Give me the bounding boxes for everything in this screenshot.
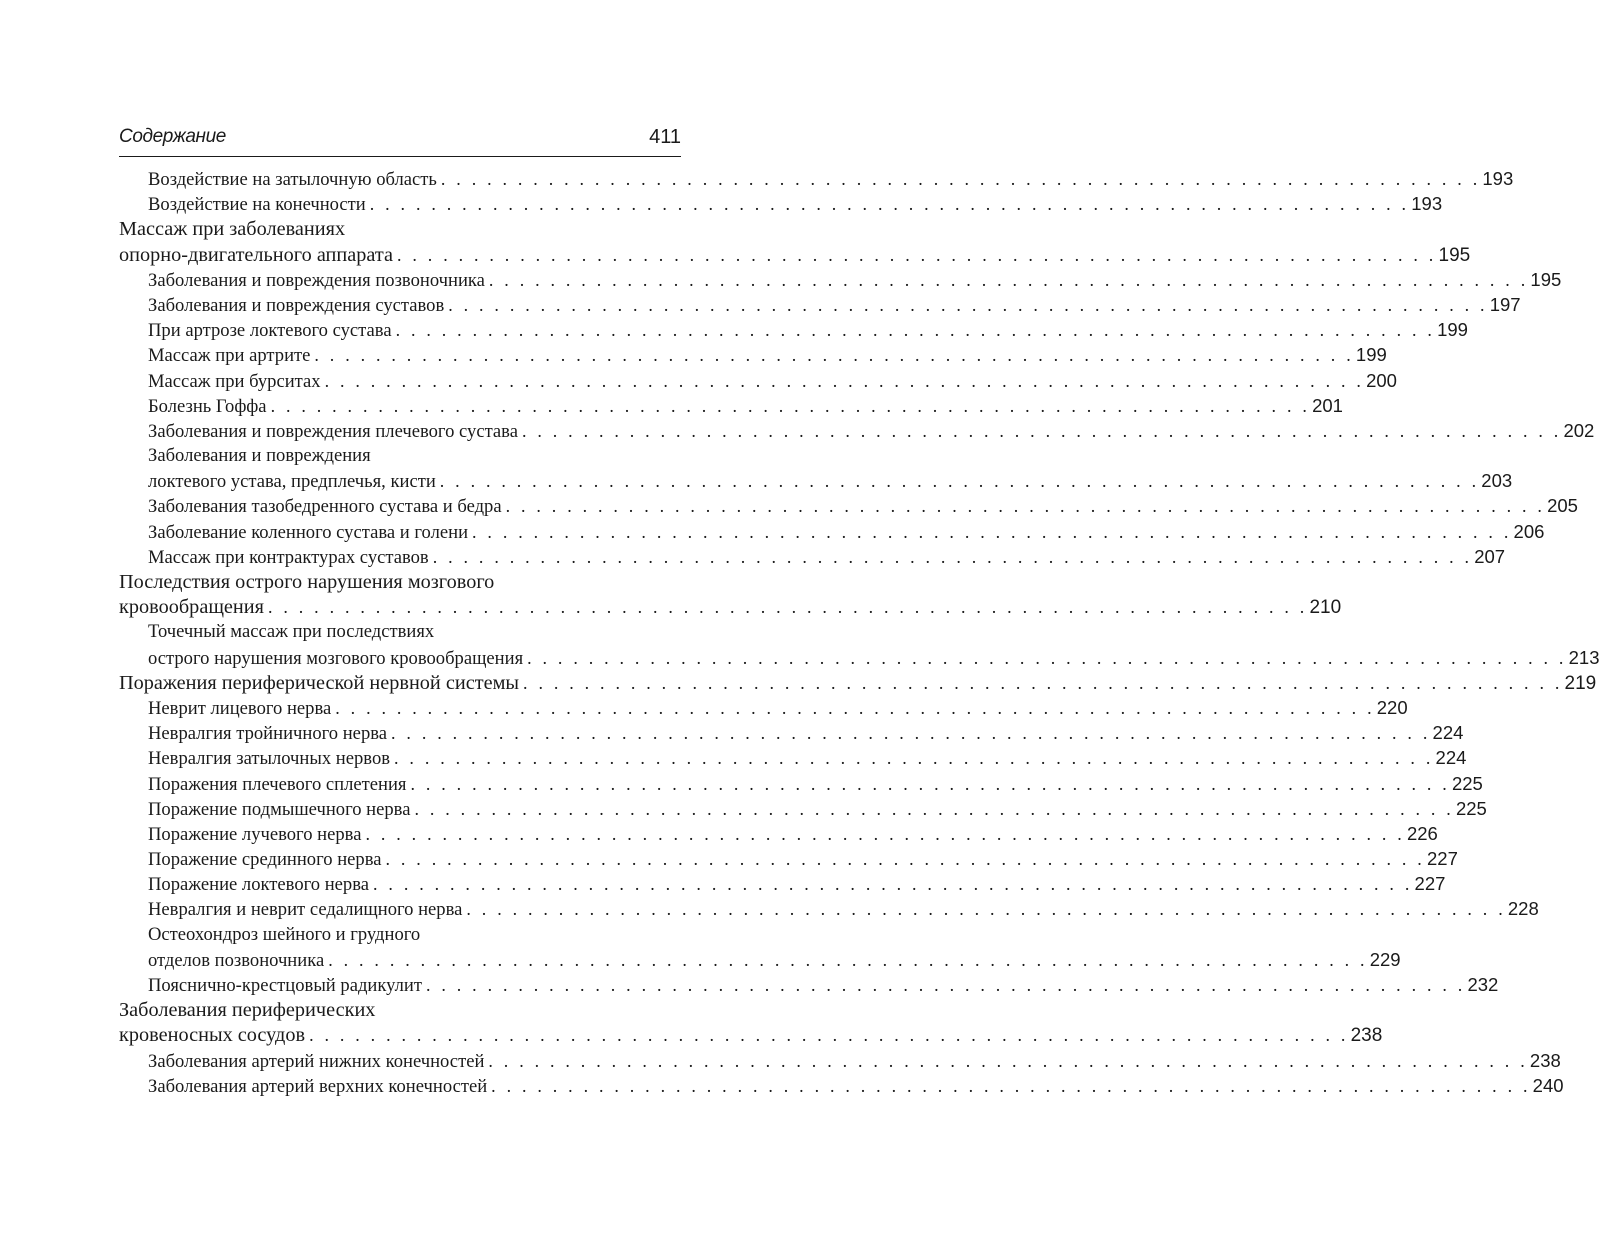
dot-leader: . . . . . . . . . . . . . . . . . . . . . . . . . . . . . . . . . . . . . . . . . . . . . . . . . . . . . . . . . . . . . . . . . . . . bbox=[395, 320, 1436, 341]
toc-page-number: 227 bbox=[1427, 848, 1458, 870]
toc-entry-title: опорно-двигательного аппарата bbox=[119, 243, 393, 266]
dot-leader: . . . . . . . . . . . . . . . . . . . . . . . . . . . . . . . . . . . . . . . . . . . . . . . . . . . . . . . . . . . . . . . . . . . . bbox=[385, 849, 1425, 870]
dot-leader: . . . . . . . . . . . . . . . . . . . . . . . . . . . . . . . . . . . . . . . . . . . . . . . . . . . . . . . . . . . . . . . . . . . . bbox=[488, 1050, 1528, 1071]
toc-entry-title: Массаж при контрактурах суставов bbox=[148, 546, 429, 568]
toc-page-number: 238 bbox=[1350, 1025, 1383, 1047]
toc-section-line[interactable] bbox=[119, 445, 681, 470]
dot-leader: . . . . . . . . . . . . . . . . . . . . . . . . . . . . . . . . . . . . . . . . . . . . . . . . . . . . . . . . . . . . . . . . . . . . bbox=[394, 748, 1434, 769]
toc-section-line[interactable] bbox=[119, 646, 1600, 672]
toc-page-number: 200 bbox=[1366, 369, 1397, 391]
toc-section-line[interactable] bbox=[119, 1074, 1564, 1100]
toc-entry-title: Заболевания артерий нижних конечностей bbox=[148, 1050, 485, 1072]
toc-chapter-line[interactable] bbox=[119, 999, 681, 1024]
dot-leader: . . . . . . . . . . . . . . . . . . . . . . . . . . . . . . . . . . . . . . . . . . . . . . . . . . . . . . . . . . . . . . . . . . . . bbox=[309, 1025, 1349, 1046]
toc-section-line[interactable] bbox=[119, 293, 1521, 319]
toc-page-number: 193 bbox=[1482, 168, 1514, 189]
dot-leader: . . . . . . . . . . . . . . . . . . . . . . . . . . . . . . . . . . . . . . . . . . . . . . . . . . . . . . . . . . . . . . . . . . . . bbox=[488, 269, 1529, 290]
toc-entry-title: Заболевания тазобедренного сустава и бедра bbox=[148, 496, 502, 518]
toc-entry-title: Заболевания периферических bbox=[119, 999, 376, 1022]
page-number: 411 bbox=[649, 126, 681, 148]
toc-section-line[interactable] bbox=[119, 319, 1468, 344]
toc-page-number: 213 bbox=[1568, 646, 1600, 668]
toc-entry-title: Заболевания артерий верхних конечностей bbox=[148, 1075, 488, 1097]
toc-page-number: 232 bbox=[1467, 974, 1499, 995]
toc-entry-title: Поражение подмышечного нерва bbox=[148, 798, 411, 820]
toc-entry-title: Воздействие на конечности bbox=[148, 194, 366, 216]
dot-leader: . . . . . . . . . . . . . . . . . . . . . . . . . . . . . . . . . . . . . . . . . . . . . . . . . . . . . . . . . . . . . . . . . . . . bbox=[414, 798, 1454, 819]
dot-leader: . . . . . . . . . . . . . . . . . . . . . . . . . . . . . . . . . . . . . . . . . . . . . . . . . . . . . . . . . . . . . . . . . . . . bbox=[267, 597, 1308, 618]
dot-leader: . . . . . . . . . . . . . . . . . . . . . . . . . . . . . . . . . . . . . . . . . . . . . . . . . . . . . . . . . . . . . . . . . . . . bbox=[439, 471, 1480, 492]
toc-section-line[interactable] bbox=[119, 344, 1387, 369]
dot-leader: . . . . . . . . . . . . . . . . . . . . . . . . . . . . . . . . . . . . . . . . . . . . . . . . . . . . . . . . . . . . . . . . . . . . bbox=[391, 723, 1431, 744]
toc-section-line[interactable] bbox=[119, 848, 1458, 873]
toc-page-number: 229 bbox=[1369, 948, 1401, 970]
dot-leader: . . . . . . . . . . . . . . . . . . . . . . . . . . . . . . . . . . . . . . . . . . . . . . . . . . . . . . . . . . . . . . . . . . . . bbox=[410, 773, 1450, 794]
toc-section-line[interactable] bbox=[119, 193, 1443, 218]
running-header bbox=[119, 126, 681, 157]
toc-section-line[interactable] bbox=[119, 948, 1401, 974]
dot-leader: . . . . . . . . . . . . . . . . . . . . . . . . . . . . . . . . . . . . . . . . . . . . . . . . . . . . . . . . . . . . . . . . . . . . bbox=[365, 823, 1405, 844]
toc-entry-title: Точечный массаж при последствиях bbox=[148, 621, 435, 643]
toc-page-number: 228 bbox=[1507, 898, 1539, 920]
dot-leader: . . . . . . . . . . . . . . . . . . . . . . . . . . . . . . . . . . . . . . . . . . . . . . . . . . . . . . . . . . . . . . . . . . . . bbox=[466, 899, 1506, 920]
dot-leader: . . . . . . . . . . . . . . . . . . . . . . . . . . . . . . . . . . . . . . . . . . . . . . . . . . . . . . . . . . . . . . . . . . . . bbox=[425, 975, 1466, 995]
toc-entry-title: Неврит лицевого нерва bbox=[148, 697, 332, 719]
toc-page-number: 226 bbox=[1406, 822, 1438, 844]
toc-page-number: 240 bbox=[1532, 1074, 1564, 1096]
toc-entry-title: Массаж при артрите bbox=[148, 345, 311, 367]
toc-page-number: 225 bbox=[1451, 772, 1483, 794]
toc-section-line[interactable] bbox=[119, 495, 1578, 520]
dot-leader: . . . . . . . . . . . . . . . . . . . . . . . . . . . . . . . . . . . . . . . . . . . . . . . . . . . . . . . . . . . . . . . . . . . . bbox=[527, 647, 1567, 668]
toc-entry-title: Невралгия и неврит седалищного нерва bbox=[148, 899, 463, 921]
table-of-contents bbox=[119, 168, 1600, 1100]
toc-entry-title: Невралгия тройничного нерва bbox=[148, 723, 388, 745]
toc-page-number: 201 bbox=[1312, 394, 1343, 416]
toc-page-number: 220 bbox=[1376, 696, 1408, 718]
toc-section-line[interactable] bbox=[119, 621, 681, 646]
toc-page-number: 195 bbox=[1438, 244, 1471, 266]
toc-entry-title: Пояснично-крестцовый радикулит bbox=[148, 975, 422, 996]
toc-page-number: 199 bbox=[1355, 344, 1387, 366]
toc-chapter-line[interactable] bbox=[119, 571, 681, 596]
toc-page-number: 210 bbox=[1309, 597, 1342, 619]
dot-leader: . . . . . . . . . . . . . . . . . . . . . . . . . . . . . . . . . . . . . . . . . . . . . . . . . . . . . . . . . . . . . . . . . . . . bbox=[373, 874, 1413, 895]
dot-leader: . . . . . . . . . . . . . . . . . . . . . . . . . . . . . . . . . . . . . . . . . . . . . . . . . . . . . . . . . . . . . . . . . . . . bbox=[335, 697, 1375, 718]
dot-leader: . . . . . . . . . . . . . . . . . . . . . . . . . . . . . . . . . . . . . . . . . . . . . . . . . . . . . . . . . . . . . . . . . . . . bbox=[397, 244, 1437, 265]
dot-leader: . . . . . . . . . . . . . . . . . . . . . . . . . . . . . . . . . . . . . . . . . . . . . . . . . . . . . . . . . . . . . . . . . . . . bbox=[505, 496, 1546, 517]
toc-section-line[interactable] bbox=[119, 394, 1343, 420]
toc-section-line[interactable] bbox=[119, 470, 1513, 495]
toc-page-number: 225 bbox=[1455, 797, 1487, 819]
toc-page-number: 238 bbox=[1529, 1049, 1561, 1071]
toc-entry-title: локтевого устава, предплечья, кисти bbox=[148, 471, 436, 493]
toc-entry-title: Заболевания и повреждения суставов bbox=[148, 294, 445, 316]
toc-page-number: 195 bbox=[1530, 268, 1562, 290]
toc-page-number: 203 bbox=[1481, 470, 1513, 492]
toc-entry-title: отделов позвоночника bbox=[148, 949, 325, 971]
toc-entry-title: Последствия острого нарушения мозгового bbox=[119, 571, 495, 593]
toc-section-line[interactable] bbox=[119, 696, 1408, 722]
running-header-title: Содержание bbox=[119, 126, 226, 147]
toc-section-line[interactable] bbox=[119, 772, 1483, 798]
toc-page-number: 205 bbox=[1547, 495, 1578, 517]
dot-leader: . . . . . . . . . . . . . . . . . . . . . . . . . . . . . . . . . . . . . . . . . . . . . . . . . . . . . . . . . . . . . . . . . . . . bbox=[314, 345, 1354, 366]
toc-entry-title: Массаж при бурситах bbox=[148, 370, 321, 392]
toc-section-line[interactable] bbox=[119, 797, 1487, 823]
toc-section-line[interactable] bbox=[119, 747, 1467, 772]
toc-section-line[interactable] bbox=[119, 898, 1539, 923]
toc-entry-title: Заболевания и повреждения позвоночника bbox=[148, 269, 485, 291]
toc-entry-title: острого нарушения мозгового кровообращения bbox=[148, 647, 524, 669]
toc-chapter-line[interactable] bbox=[119, 218, 681, 243]
toc-section-line[interactable] bbox=[119, 1049, 1561, 1075]
toc-chapter-line[interactable] bbox=[119, 671, 1597, 697]
dot-leader: . . . . . . . . . . . . . . . . . . . . . . . . . . . . . . . . . . . . . . . . . . . . . . . . . . . . . . . . . . . . . . . . . . . . bbox=[328, 949, 1368, 970]
dot-leader: . . . . . . . . . . . . . . . . . . . . . . . . . . . . . . . . . . . . . . . . . . . . . . . . . . . . . . . . . . . . . . . . . . . . bbox=[472, 521, 1512, 542]
toc-section-line[interactable] bbox=[119, 722, 1464, 747]
toc-chapter-line[interactable] bbox=[119, 1024, 1383, 1049]
toc-entry-title: Невралгия затылочных нервов bbox=[148, 748, 391, 770]
dot-leader: . . . . . . . . . . . . . . . . . . . . . . . . . . . . . . . . . . . . . . . . . . . . . . . . . . . . . . . . . . . . . . . . . . . . bbox=[523, 672, 1563, 693]
toc-section-line[interactable] bbox=[119, 419, 1595, 445]
toc-entry-title: Поражение лучевого нерва bbox=[148, 823, 362, 845]
dot-leader: . . . . . . . . . . . . . . . . . . . . . . . . . . . . . . . . . . . . . . . . . . . . . . . . . . . . . . . . . . . . . . . . . . . . bbox=[432, 546, 1473, 567]
toc-section-line[interactable] bbox=[119, 268, 1562, 294]
toc-section-line[interactable] bbox=[119, 168, 1514, 193]
toc-entry-title: Заболевание коленного сустава и голени bbox=[148, 521, 469, 543]
dot-leader: . . . . . . . . . . . . . . . . . . . . . . . . . . . . . . . . . . . . . . . . . . . . . . . . . . . . . . . . . . . . . . . . . . . . bbox=[324, 370, 1365, 391]
toc-section-line[interactable] bbox=[119, 520, 1545, 546]
toc-page-number: 193 bbox=[1411, 193, 1443, 215]
toc-entry-title: Поражения периферической нервной системы bbox=[119, 671, 520, 694]
toc-page-number: 224 bbox=[1432, 722, 1464, 744]
dot-leader: . . . . . . . . . . . . . . . . . . . . . . . . . . . . . . . . . . . . . . . . . . . . . . . . . . . . . . . . . . . . . . . . . . . . bbox=[369, 194, 1410, 215]
toc-entry-title: Массаж при заболеваниях bbox=[119, 218, 346, 241]
toc-section-line[interactable] bbox=[119, 873, 1446, 898]
toc-page-number: 202 bbox=[1563, 419, 1595, 441]
toc-page-number: 197 bbox=[1489, 293, 1521, 315]
toc-entry-title: Воздействие на затылочную область bbox=[148, 169, 437, 190]
toc-section-line[interactable] bbox=[119, 545, 1506, 571]
toc-page-number: 206 bbox=[1513, 520, 1545, 542]
toc-section-line[interactable] bbox=[119, 924, 681, 949]
toc-entry-title: кровеносных сосудов bbox=[119, 1024, 306, 1047]
toc-entry-title: Заболевания и повреждения плечевого сустава bbox=[148, 420, 518, 442]
toc-entry-title: Поражение локтевого нерва bbox=[148, 874, 370, 896]
toc-entry-title: кровообращения bbox=[119, 596, 264, 619]
toc-entry-title: Болезнь Гоффа bbox=[148, 395, 267, 417]
toc-entry-title: При артрозе локтевого сустава bbox=[148, 320, 392, 342]
toc-section-line[interactable] bbox=[119, 822, 1438, 848]
toc-section-line[interactable] bbox=[119, 974, 1499, 999]
toc-page-number: 219 bbox=[1564, 672, 1597, 694]
toc-entry-title: Заболевания и повреждения bbox=[148, 445, 371, 467]
dot-leader: . . . . . . . . . . . . . . . . . . . . . . . . . . . . . . . . . . . . . . . . . . . . . . . . . . . . . . . . . . . . . . . . . . . . bbox=[491, 1075, 1531, 1096]
dot-leader: . . . . . . . . . . . . . . . . . . . . . . . . . . . . . . . . . . . . . . . . . . . . . . . . . . . . . . . . . . . . . . . . . . . . bbox=[448, 294, 1488, 315]
toc-section-line[interactable] bbox=[119, 369, 1397, 395]
dot-leader: . . . . . . . . . . . . . . . . . . . . . . . . . . . . . . . . . . . . . . . . . . . . . . . . . . . . . . . . . . . . . . . . . . . . bbox=[440, 169, 1481, 189]
toc-entry-title: Остеохондроз шейного и грудного bbox=[148, 923, 421, 945]
toc-page-number: 199 bbox=[1437, 319, 1468, 341]
toc-chapter-line[interactable] bbox=[119, 243, 1471, 269]
dot-leader: . . . . . . . . . . . . . . . . . . . . . . . . . . . . . . . . . . . . . . . . . . . . . . . . . . . . . . . . . . . . . . . . . . . . bbox=[270, 395, 1311, 416]
toc-entry-title: Поражение срединного нерва bbox=[148, 849, 382, 871]
toc-chapter-line[interactable] bbox=[119, 596, 1342, 621]
toc-page-number: 224 bbox=[1435, 747, 1467, 769]
toc-entry-title: Поражения плечевого сплетения bbox=[148, 773, 407, 795]
dot-leader: . . . . . . . . . . . . . . . . . . . . . . . . . . . . . . . . . . . . . . . . . . . . . . . . . . . . . . . . . . . . . . . . . . . . bbox=[521, 420, 1562, 441]
toc-page-number: 227 bbox=[1414, 873, 1446, 895]
toc-page-number: 207 bbox=[1474, 545, 1506, 567]
